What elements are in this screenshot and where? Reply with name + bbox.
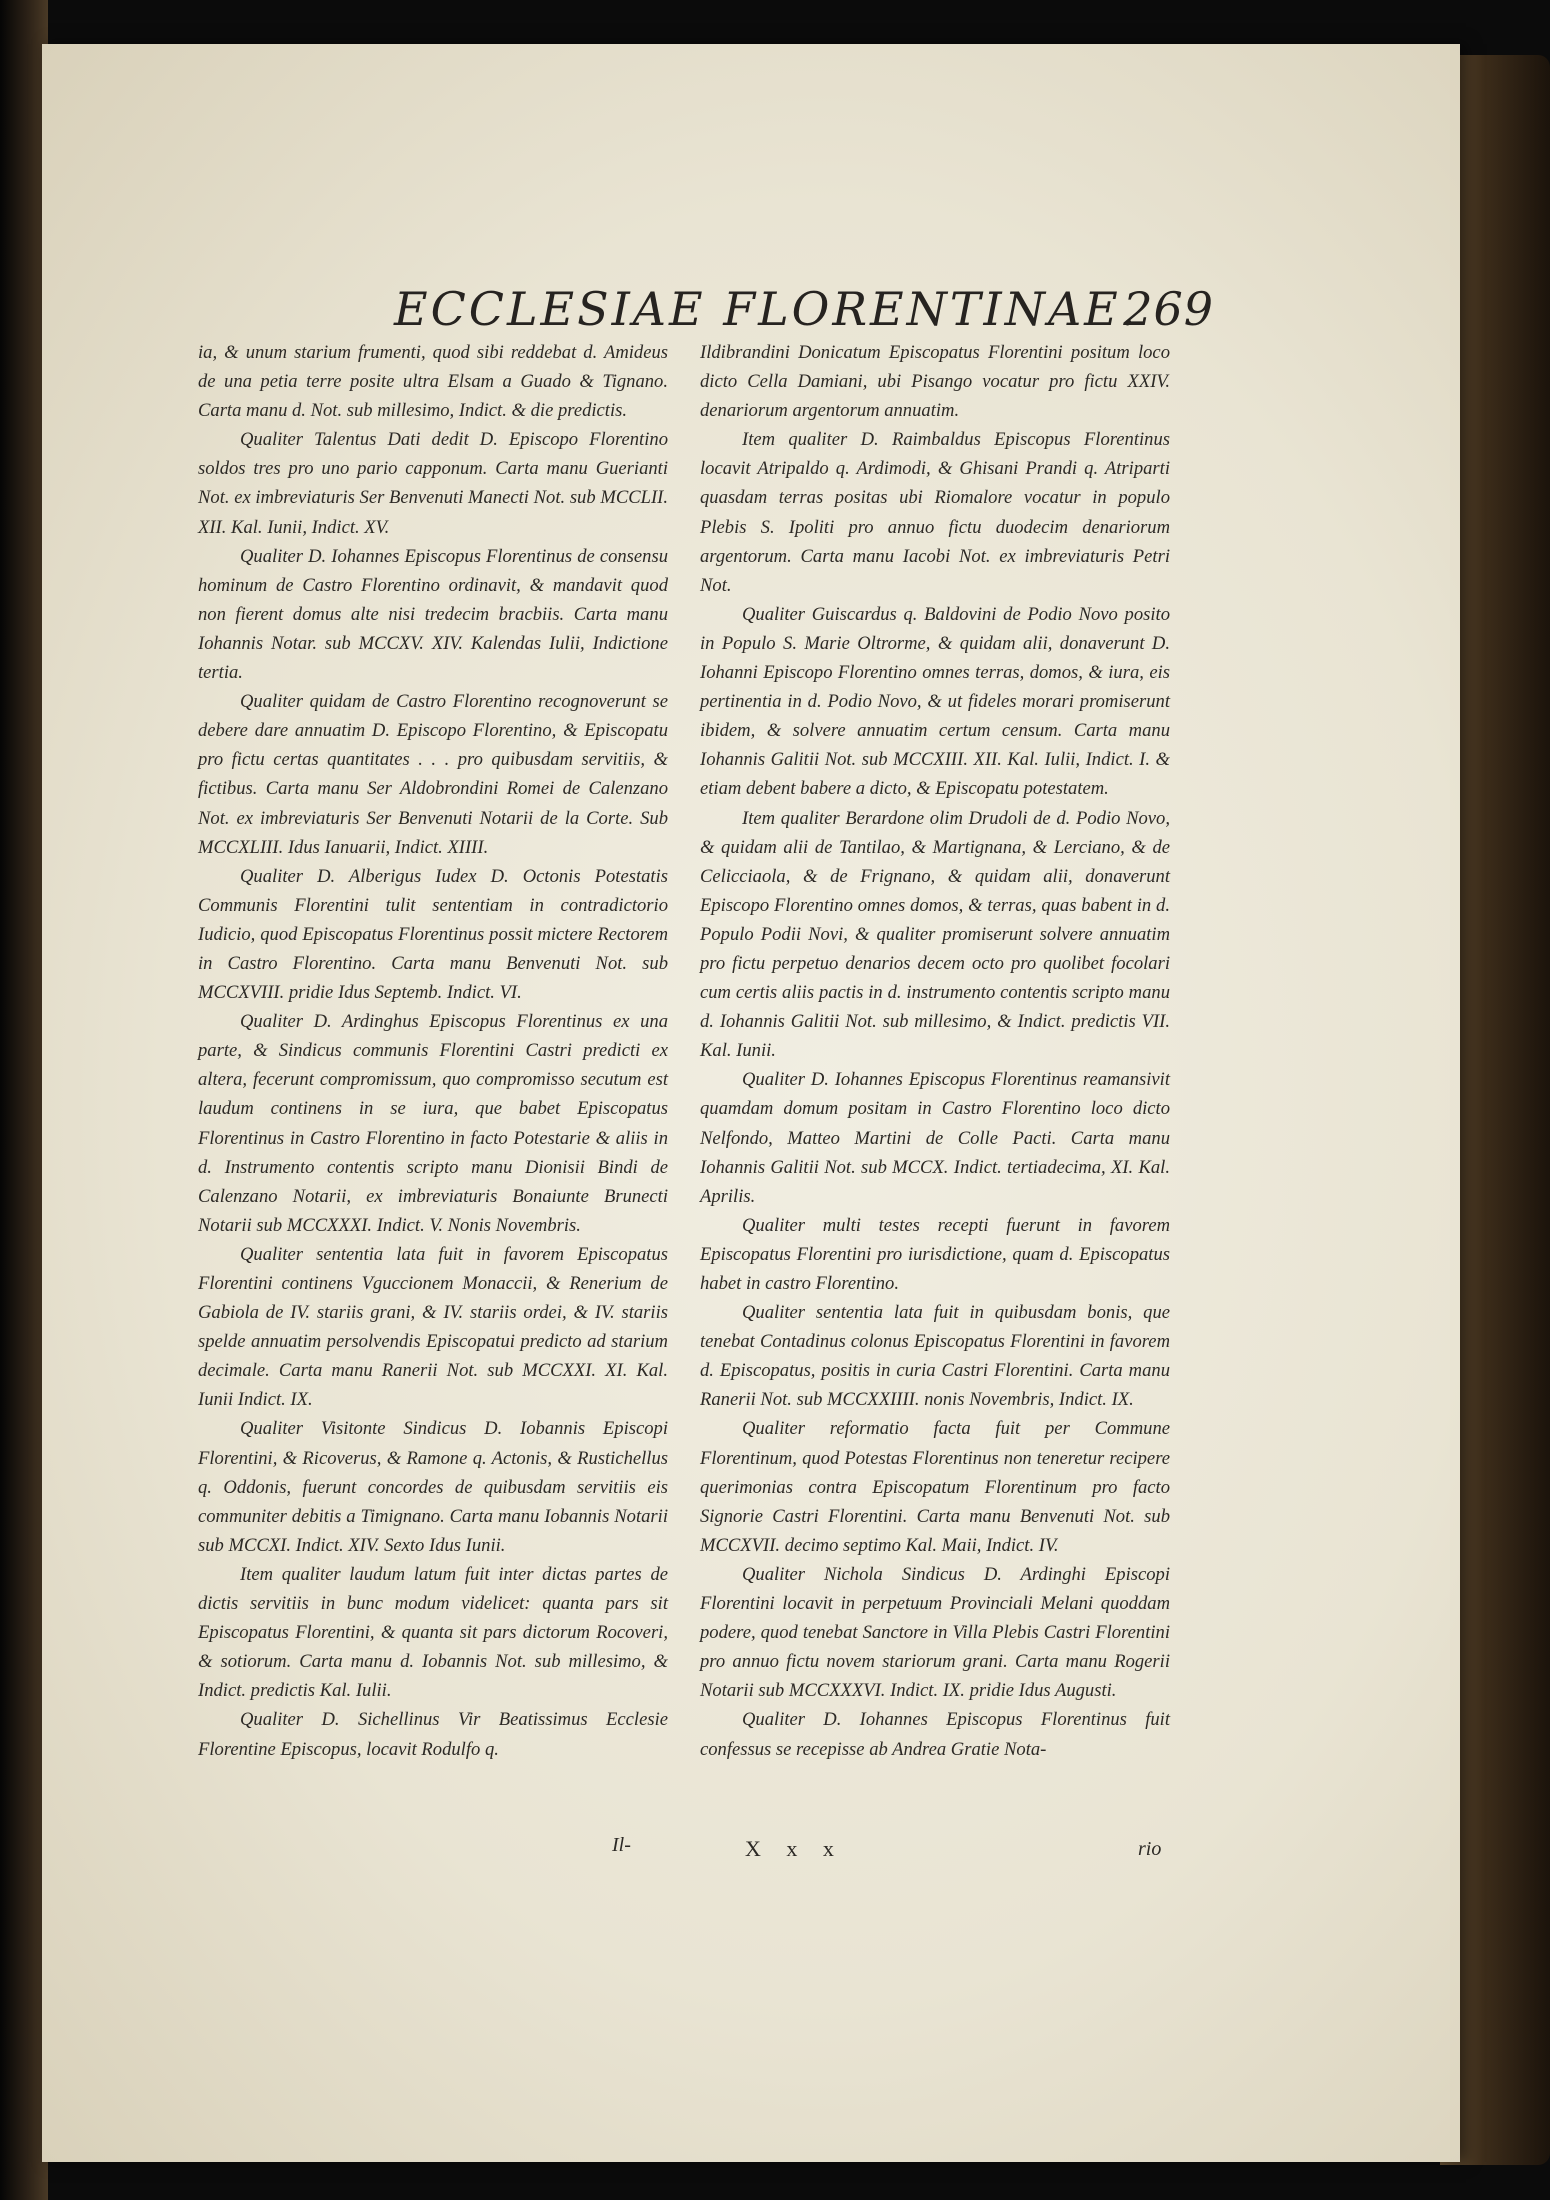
right-text-column [700,338,1170,1764]
paragraph: Qualiter sententia lata fuit in favorem Episcopatus Florentini continens Vguccionem Monaccii, & Renerium de Gabiola de IV. stariis grani, & IV. stariis ordei, & IV. stariis spelde annuatim persolvendis Episcopatui predicto ad starium decimale. Carta manu Ranerii Not. sub MCCXXI. XI. Kal. Iunii Indict. IX. [198,1243,668,1411]
page-title: ECCLESIAE FLORENTINAE. [394,282,1139,336]
paragraph: Qualiter D. Iohannes Episcopus Florentinus de consensu hominum de Castro Florentino ordinavit, & mandavit quod non fierent domus alte nisi tredecim bracbiis. Carta manu Iohannis Notar. sub MCCXV. XIV. Kalendas Iulii, Indictione tertia. [198,545,668,684]
paragraph: Qualiter quidam de Castro Florentino recognoverunt se debere dare annuatim D. Episcopo Florentino, & Episcopatu pro fictu certas quantitates . . . pro quibusdam servitiis, & fictibus. Carta manu Ser Aldobrondini Romei de Calenzano Not. ex imbreviaturis Ser Benvenuti Notarii de la Corte. Sub MCCXLIII. Idus Ianuarii, Indict. XIIII. [198,691,668,858]
catchword-right: rio [1138,1838,1162,1860]
paragraph: Item qualiter D. Raimbaldus Episcopus Florentinus locavit Atripaldo q. Ardimodi, & Ghisani Prandi q. Atriparti quasdam terras positas ubi Riomalore vocatur in populo Plebis S. Ipoliti pro annuo fictu duodecim denariorum argentorum. Carta manu Iacobi Not. ex imbreviaturis Petri Not. [700,429,1170,596]
paragraph: Qualiter D. Alberigus Iudex D. Octonis Potestatis Communis Florentini tulit sententiam in contradictorio Iudicio, quod Episcopatus Florentinus possit mictere Rectorem in Castro Florentino. Carta manu Benvenuti Not. sub MCCXVIII. pridie Idus Septemb. Indict. VI. [198,865,668,1004]
paragraph: Qualiter multi testes recepti fuerunt in favorem Episcopatus Florentini pro iurisdictione, quam d. Episcopatus habet in castro Florentino. [700,1214,1170,1294]
paragraph: Qualiter D. Iohannes Episcopus Florentinus reamansivit quamdam domum positam in Castro Florentino loco dicto Nelfondo, Matteo Martini de Colle Pacti. Carta manu Iohannis Galitii Not. sub MCCX. Indict. tertiadecima, XI. Kal. Aprilis. [700,1069,1170,1207]
paragraph: Item qualiter Berardone olim Drudoli de d. Podio Novo, & quidam alii de Tantilao, & Martignana, & Lerciano, & de Celicciaola, & de Frignano, & quidam alii, donaverunt Episcopo Florentino omnes domos, & terras, quas babent in d. Populo Podii Novi, & qualiter promiserunt solvere annuatim pro fictu perpetuo denarios decem octo pro quolibet focolari cum certis aliis pactis in d. instrumento contentis scripto manu d. Iohannis Galitii Not. sub millesimo, & Indict. predictis VII. Kal. Iunii. [700,807,1170,1062]
paragraph: Qualiter D. Ardinghus Episcopus Florentinus ex una parte, & Sindicus communis Florentini Castri predicti ex altera, fecerunt compromissum, quo compromisso secutum est laudum continens in se iura, que babet Episcopatus Florentinus in Castro Florentino in facto Potestarie & aliis in d. Instrumento contentis scripto manu Dionisii Bindi de Calenzano Notarii, ex imbreviaturis Bonaiunte Brunecti Notarii sub MCCXXXI. Indict. V. Nonis Novembris. [198,1011,668,1236]
paragraph: Qualiter Visitonte Sindicus D. Iobannis Episcopi Florentini, & Ricoverus, & Ramone q. Actonis, & Rustichellus q. Oddonis, fuerunt concordes de quibusdam servitiis eis communiter debitis a Timignano. Carta manu Iobannis Notarii sub MCCXI. Indict. XIV. Sexto Idus Iunii. [198,1418,668,1556]
catchword-left: Il- [612,1834,631,1856]
paragraph: Qualiter D. Iohannes Episcopus Florentinus fuit confessus se recepisse ab Andrea Gratie Nota- [700,1709,1170,1760]
paragraph: Qualiter sententia lata fuit in quibusdam bonis, que tenebat Contadinus colonus Episcopatus Florentini in favorem d. Episcopatus, positis in curia Castri Florentini. Carta manu Ranerii Not. sub MCCXXIIII. nonis Novembris, Indict. IX. [700,1302,1170,1411]
paragraph: Qualiter D. Sichellinus Vir Beatissimus Ecclesie Florentine Episcopus, locavit Rodulfo q. [198,1709,668,1760]
paragraph: Ildibrandini Donicatum Episcopatus Florentini positum loco dicto Cella Damiani, ubi Pisango vocatur pro fictu XXIV. denariorum argentorum annuatim. [700,342,1170,422]
paragraph: Qualiter reformatio facta fuit per Commune Florentinum, quod Potestas Florentinus non teneretur recipere querimonias contra Episcopatum Florentinum pro facto Signorie Castri Florentini. Carta manu Benvenuti Not. sub MCCXVII. decimo septimo Kal. Maii, Indict. IV. [700,1418,1170,1556]
paragraph: ia, & unum starium frumenti, quod sibi reddebat d. Amideus de una petia terre posite ultra Elsam a Guado & Tignano. Carta manu d. Not. sub millesimo, Indict. & die predictis. [198,342,668,422]
paragraph: Qualiter Guiscardus q. Baldovini de Podio Novo posito in Populo S. Marie Oltrorme, & quidam alii, donaverunt D. Iohanni Episcopo Florentino omnes terras, domos, & iura, eis pertinentia in d. Podio Novo, & ut fideles morari promiserunt ibidem, & solvere annuatim certum censum. Carta manu Iohannis Galitii Not. sub MCCXIII. XII. Kal. Iulii, Indict. I. & etiam debent babere a dicto, & Episcopatu potestatem. [700,603,1170,800]
signature-mark: X x x [745,1836,844,1861]
left-text-column [198,338,668,1764]
paragraph: Qualiter Talentus Dati dedit D. Episcopo Florentino soldos tres pro uno pario capponum. Carta manu Guerianti Not. ex imbreviaturis Ser Benvenuti Manecti Not. sub MCCLII. XII. Kal. Iunii, Indict. XV. [198,429,668,538]
paragraph: Item qualiter laudum latum fuit inter dictas partes de dictis servitiis in bunc modum videlicet: quanta pars sit Episcopatus Florentini, & quanta sit pars dictorum Rocoveri, & sotiorum. Carta manu d. Iobannis Not. sub millesimo, & Indict. predictis Kal. Iulii. [198,1563,668,1702]
book-binding-edge [0,0,48,2200]
paragraph: Qualiter Nichola Sindicus D. Ardinghi Episcopi Florentini locavit in perpetuum Provinciali Melani quoddam podere, quod tenebat Sanctore in Villa Plebis Castri Florentini pro annuo fictu novem stariorum grani. Carta manu Rogerii Notarii sub MCCXXXVI. Indict. IX. pridie Idus Augusti. [700,1563,1170,1702]
page-number: 269 [1123,282,1214,336]
